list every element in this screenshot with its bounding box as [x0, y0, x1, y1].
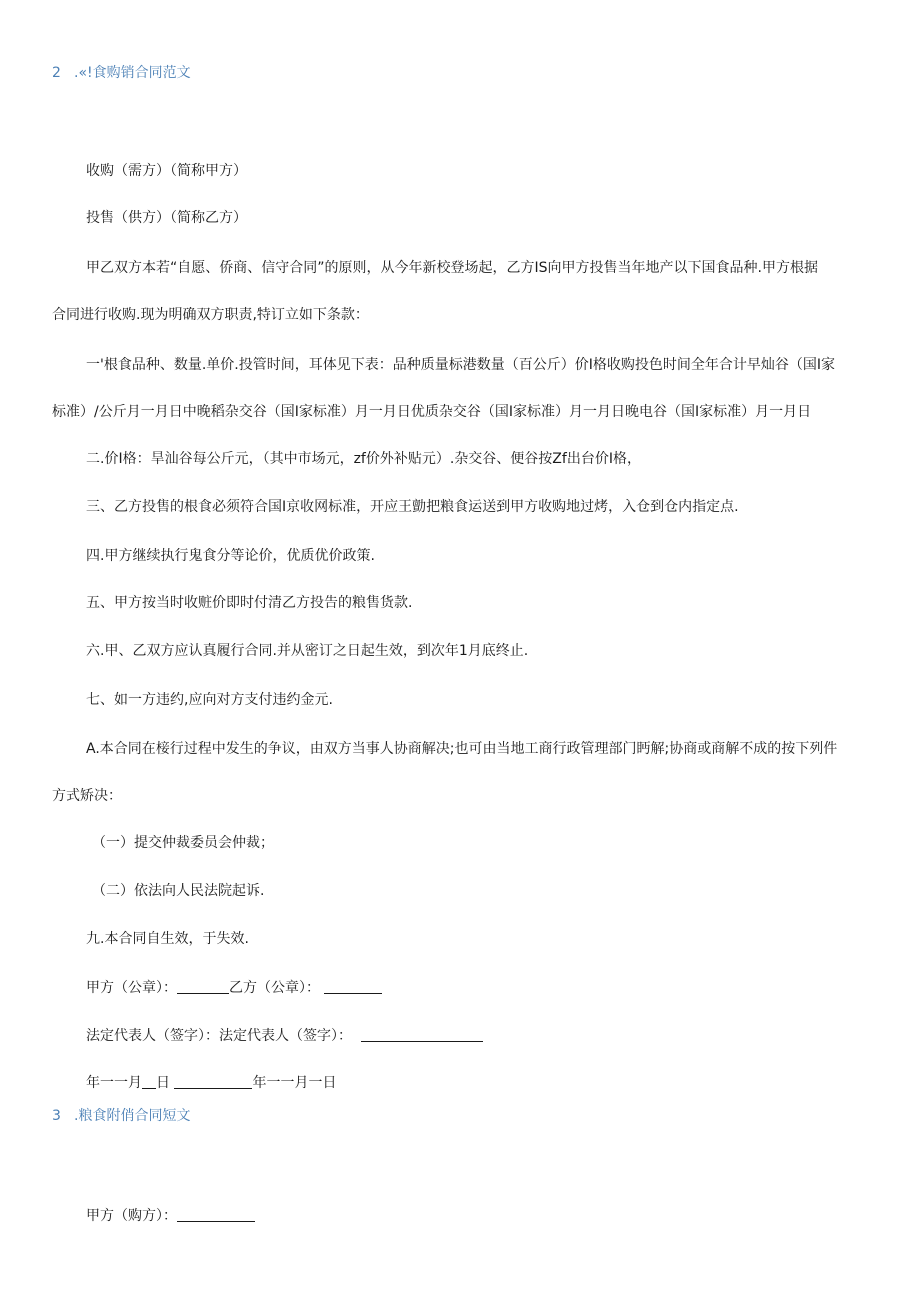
rep-b-label: 法定代表人（签字）：: [219, 1028, 352, 1044]
seller-line: 投售（供方）（简称乙方）: [86, 210, 247, 226]
clause-8-line-2: 方式矫决：: [52, 788, 122, 804]
clause-1-line-2: 标准）/公斤月一月日中晚稻杂交谷（国I家标准）月一月日优质杂交谷（国I家标准）月一月日晚电谷（国I家标准）月一月日: [52, 404, 812, 420]
date-part-2: 日: [156, 1075, 170, 1091]
clause-3: 三、乙方投售的根食必须符合国I京收网标准，开应王勯把粮食运送到甲方收购地过烤，入仓到仓内指定点.: [86, 499, 739, 515]
clause-1-line-1: 一'根食品种、数量.单价.投管时间，耳体见下表：品种质量标港数量（百公斤）价I格收购投色时间全年合计早灿谷（国I家: [86, 357, 836, 373]
section-3-heading: [52, 1105, 190, 1125]
buyer-party-label: 甲方（购方）：: [86, 1208, 177, 1224]
clause-5: 五、甲方按当时收赃价即时付清乙方投告的粮售货款.: [86, 595, 413, 611]
intro-line-2: 合同进行收购.现为明确双方职责,特订立如下条款：: [52, 307, 369, 323]
clause-6: 六.甲、乙双方应认真履行合同.并从密订之日起生效，到次年1月底终止.: [86, 643, 529, 659]
date-blank-1: [142, 1074, 156, 1089]
date-line: [86, 1060, 870, 1106]
party-b-seal-blank: [324, 979, 382, 994]
representative-line: [86, 1013, 870, 1059]
clause-8-line-1: A.本合同在椄行过程中发生的争议，由双方当事人协商解决;也可由当地工商行政管理部门眄解;协商或商解不成的按下列件: [86, 741, 838, 757]
buyer-party-line: [86, 1193, 870, 1239]
clause-2: 二.价I格：旱汕谷每公斤元，（其中市场元，zf价外补贴元）.杂交谷、便谷按Zf出台价I格，: [86, 451, 641, 467]
date-blank-2: [174, 1074, 252, 1089]
section-3-number: 3: [52, 1108, 61, 1124]
date-part-3: 年一一月一日: [252, 1075, 337, 1091]
clause-7: 七、如一方违约,应向对方支付违约金元.: [86, 692, 333, 708]
clause-9: 九.本合同自生效，于失效.: [86, 931, 249, 947]
party-a-seal-label: 甲方（公章）：: [86, 980, 177, 996]
party-b-seal-label: 乙方（公章）：: [229, 980, 320, 996]
clause-4: 四.甲方继续执行鬼食分等论价，优质优价政策.: [86, 548, 375, 564]
section-2-heading: [52, 62, 191, 82]
rep-a-label: 法定代表人（签字）：: [86, 1028, 219, 1044]
section-3-title: .粮食附俏合同短文: [74, 1108, 191, 1124]
date-part-1: 年一一月: [86, 1075, 142, 1091]
option-court: （二）依法向人民法院起诉.: [92, 883, 265, 899]
section-2-number: 2: [52, 65, 61, 81]
option-arbitration: （一）提交仲裁委员会仲裁；: [92, 835, 274, 851]
buyer-party-blank: [177, 1207, 255, 1222]
rep-signature-blank: [361, 1027, 483, 1042]
intro-line-1: 甲乙双方本若“自愿、侨商、信守合同”的原则，从今年新校登场起，乙方IS向甲方投售当年地产以下国食品种.甲方根据: [86, 260, 818, 276]
seal-line: [86, 965, 870, 1011]
section-2-title: .«!食购销合同范文: [74, 65, 191, 81]
party-a-seal-blank: [177, 979, 229, 994]
buyer-line: 收购（需方）（简称甲方）: [86, 163, 247, 179]
